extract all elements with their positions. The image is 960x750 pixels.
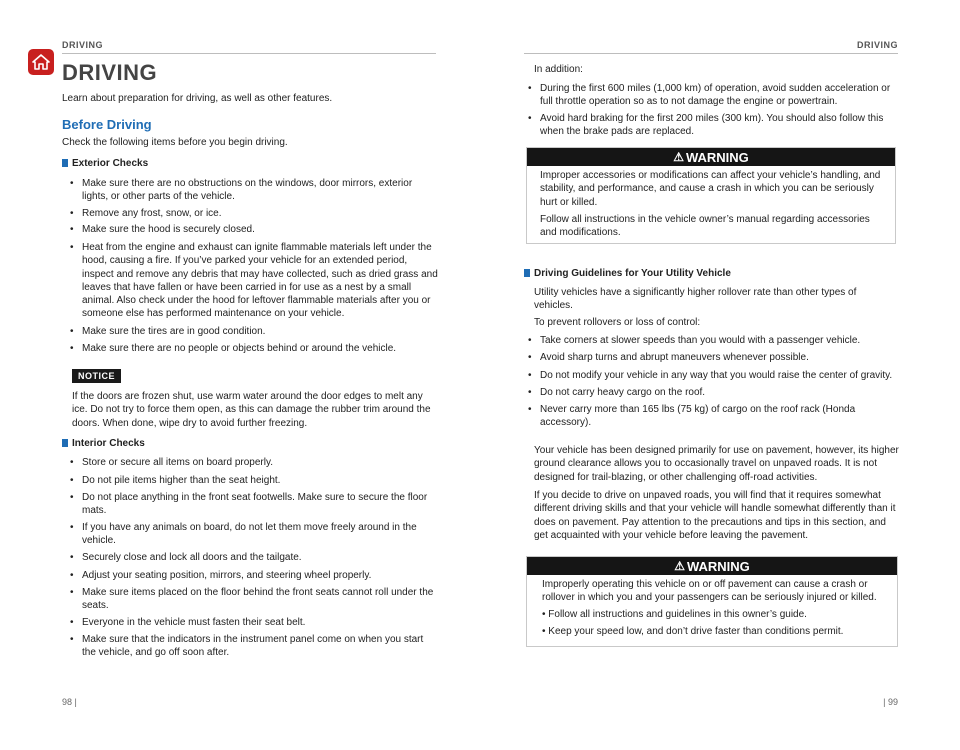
guidelines-text: If you decide to drive on unpaved roads, you will find that it requires somewhat different driving skills and that your vehicle will handle somewhat differently than it does on pavement. Pay attention to the precautions and tips in this section, and get acquainted with your vehicle before leaving the pavement. — [534, 490, 896, 541]
list-item: • Securely close and lock all doors and the tailgate. — [70, 552, 302, 563]
list-item: • Never carry more than 165 lbs (75 kg) of cargo on the roof rack (Honda accessory). — [528, 404, 856, 429]
list-item: • Store or secure all items on board properly. — [70, 457, 274, 468]
list-item: • Adjust your seating position, mirrors, and steering wheel properly. — [70, 570, 372, 581]
guidelines-text: Utility vehicles have a significantly higher rollover rate than other types of vehicles. — [534, 287, 857, 312]
list-item: • Avoid sharp turns and abrupt maneuvers whenever possible. — [528, 352, 809, 363]
page-number: | 99 — [883, 697, 898, 707]
list-item: • Do not pile items higher than the seat height. — [70, 475, 281, 486]
square-bullet-icon — [62, 439, 68, 447]
page-title: DRIVING — [62, 60, 158, 85]
guidelines-text: Your vehicle has been designed primarily for use on pavement, however, its higher ground clearance allows you to occasionally travel on unpaved roads. It is not designed for trail-blazing, or other challenging off-road activities. — [534, 445, 899, 483]
section-intro: Check the following items before you begin driving. — [62, 137, 288, 148]
warning-box-accessories — [526, 147, 896, 244]
list-item: • Make sure the hood is securely closed. — [70, 224, 255, 235]
warning-bullet: • Follow all instructions and guidelines in this owner’s guide. — [542, 609, 807, 620]
right-page — [480, 0, 960, 750]
warning-triangle-icon: ⚠ — [674, 559, 685, 573]
interior-heading: Interior Checks — [62, 438, 145, 449]
list-item: • During the first 600 miles (1,000 km) of operation, avoid sudden acceleration or full throttle operation so as to not damage the engine or powertrain. — [528, 83, 891, 108]
warning-text: Follow all instructions in the vehicle owner’s manual regarding accessories and modifications. — [540, 214, 870, 239]
page-number: 98 | — [62, 697, 77, 707]
exterior-heading: Exterior Checks — [62, 158, 148, 169]
warning-bullet: • Keep your speed low, and don’t drive faster than conditions permit. — [542, 626, 844, 637]
warning-text: Improper accessories or modifications can affect your vehicle’s handling, and stability, and performance, and cause a crash in which you can be seriously hurt or killed. — [540, 170, 881, 208]
notice-badge: NOTICE — [72, 369, 121, 383]
list-item: • Do not modify your vehicle in any way that you would raise the center of gravity. — [528, 370, 893, 381]
list-item: • If you have any animals on board, do not let them move freely around in the vehicle. — [70, 522, 417, 547]
warning-text: Improperly operating this vehicle on or off pavement can cause a crash or rollover in which you and your passengers can be seriously injured or killed. — [542, 579, 877, 604]
in-addition-text: In addition: — [534, 64, 583, 75]
section-title: Before Driving — [62, 117, 152, 132]
chapter-intro: Learn about preparation for driving, as well as other features. — [62, 93, 333, 104]
header-rule — [524, 53, 898, 54]
warning-box-pavement — [526, 556, 898, 647]
guidelines-heading: Driving Guidelines for Your Utility Vehicle — [524, 268, 731, 279]
warning-triangle-icon: ⚠ — [673, 150, 684, 164]
list-item: • Make sure there are no people or objects behind or around the vehicle. — [70, 343, 397, 354]
list-item: • Everyone in the vehicle must fasten their seat belt. — [70, 617, 306, 628]
warning-header: ⚠ WARNING — [527, 557, 897, 575]
square-bullet-icon — [62, 159, 68, 167]
list-item: • Make sure the tires are in good condition. — [70, 326, 266, 337]
running-header: DRIVING — [856, 40, 898, 50]
notice-text: If the doors are frozen shut, use warm water around the door edges to melt any ice. Do not try to force them open, as this can damage the rubber trim around the doors. When done, wipe dry to avoid further freezing. — [72, 391, 431, 429]
warning-header: ⚠ WARNING — [527, 148, 895, 166]
home-icon — [32, 54, 50, 70]
list-item: • Take corners at slower speeds than you would with a passenger vehicle. — [528, 335, 861, 346]
list-item: • Do not carry heavy cargo on the roof. — [528, 387, 706, 398]
header-rule — [62, 53, 436, 54]
square-bullet-icon — [524, 269, 530, 277]
list-item: • Heat from the engine and exhaust can ignite flammable materials left under the hood, causing a fire. If you’ve parked your vehicle for an extended period, inspect and remove any debris that may have collected, such as dried grass and leaves that have fallen or have been carried in for use as a nest by a small animal. Also check under the hood for leftover flammable materials after you or someone else has performed maintenance on your vehicle. — [70, 242, 438, 320]
running-header: DRIVING — [62, 40, 104, 50]
list-item: • Remove any frost, snow, or ice. — [70, 208, 222, 219]
list-item: • Avoid hard braking for the first 200 miles (300 km). You should also follow this when the brake pads are replaced. — [528, 113, 884, 138]
guidelines-text: To prevent rollovers or loss of control: — [534, 317, 701, 328]
list-item: • Do not place anything in the front seat footwells. Make sure to secure the floor mats. — [70, 492, 428, 517]
home-button[interactable] — [28, 49, 54, 75]
list-item: • Make sure that the indicators in the instrument panel come on when you start the vehicle, and go off soon after. — [70, 634, 424, 659]
list-item: • Make sure there are no obstructions on the windows, door mirrors, exterior lights, or other parts of the vehicle. — [70, 178, 413, 203]
list-item: • Make sure items placed on the floor behind the front seats cannot roll under the seats. — [70, 587, 434, 612]
